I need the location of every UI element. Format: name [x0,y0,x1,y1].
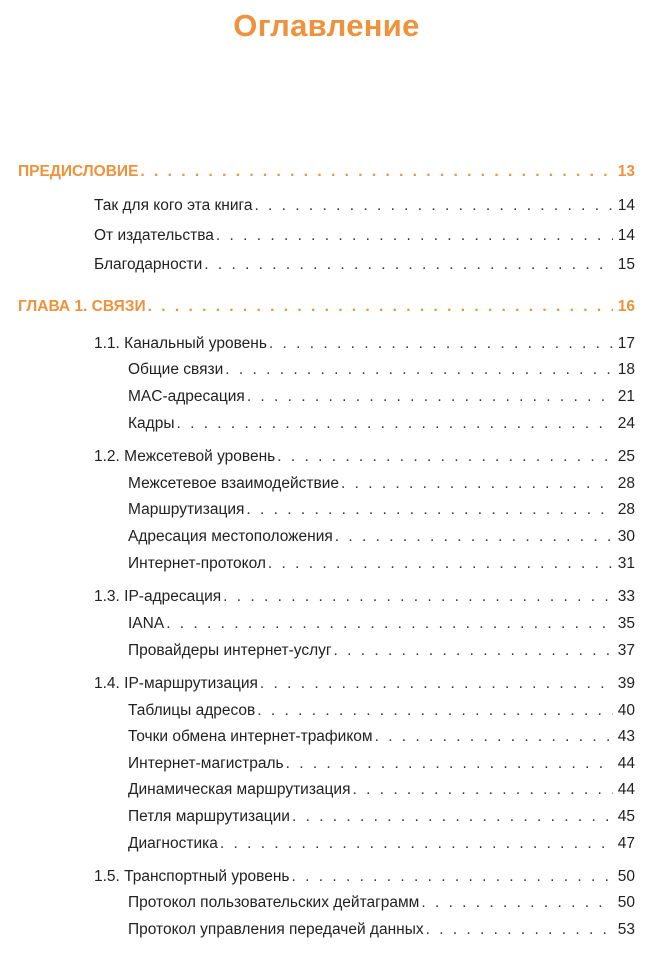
toc-entry-page: 44 [617,781,635,798]
dot-leader [204,255,613,275]
toc-entry-label: Интернет-магистраль [128,755,284,772]
toc-entry-page: 37 [617,642,635,659]
toc-entry-page: 16 [617,298,635,315]
toc-entry-page: 35 [617,615,635,632]
dot-leader [254,196,613,216]
dot-leader [246,500,613,520]
dot-leader [140,162,613,182]
toc-entry-subsection[interactable] [128,893,635,913]
dot-leader [286,754,613,774]
toc-entry-page: 28 [617,501,635,518]
toc-entry-label: Провайдеры интернет-услуг [128,642,332,659]
dot-leader [220,834,613,854]
toc-entry-section[interactable] [94,587,635,607]
toc-entry-label: MAC-адресация [128,388,245,405]
toc-entry[interactable] [94,196,635,216]
dot-leader [223,587,613,607]
toc-entry-label: ГЛАВА 1. СВЯЗИ [18,298,146,315]
dot-leader [335,527,613,547]
toc-entry-label: 1.3. IP-адресация [94,588,222,605]
toc-entry-section[interactable] [94,447,635,467]
toc-entry-page: 14 [617,227,635,244]
toc-entry-page: 18 [617,361,635,378]
toc-entry-subsection[interactable] [128,920,635,940]
toc-entry-label: 1.2. Межсетевой уровень [94,448,276,465]
dot-leader [257,701,613,721]
toc-entry-label: IANA [128,615,165,632]
toc-entry-page: 45 [617,808,635,825]
dot-leader [216,226,613,246]
toc-entry[interactable] [94,255,635,275]
toc-entry-section[interactable] [94,867,635,887]
toc-entry-label: Точки обмена интернет-трафиком [128,728,373,745]
toc-entry-label: Таблицы адресов [128,702,256,719]
toc-entry-subsection[interactable] [128,360,635,380]
toc-entry-page: 40 [617,702,635,719]
dot-leader [277,447,613,467]
toc-entry-label: Благодарности [94,256,203,273]
toc-entry[interactable] [94,226,635,246]
toc-entry-section[interactable] [94,334,635,354]
dot-leader [260,674,613,694]
toc-entry-label: Межсетевое взаимодействие [128,475,339,492]
toc-entry-page: 25 [617,448,635,465]
dot-leader [268,554,613,574]
toc-entry-page: 43 [617,728,635,745]
toc-entry-label: Динамическая маршрутизация [128,781,351,798]
toc-entry-label: Петля маршрутизации [128,808,290,825]
dot-leader [148,297,613,317]
dot-leader [341,474,613,494]
toc-entry-preface[interactable] [18,162,635,182]
dot-leader [375,727,613,747]
toc-entry-subsection[interactable] [128,701,635,721]
dot-leader [225,360,613,380]
dot-leader [292,867,614,887]
dot-leader [269,334,613,354]
toc-entry-subsection[interactable] [128,614,635,634]
dot-leader [421,893,613,913]
toc-entry-label: От издательства [94,227,214,244]
toc-entry-label: Адресация местоположения [128,528,333,545]
toc-entry-label: Маршрутизация [128,501,245,518]
toc-entry-chapter-1[interactable] [18,297,635,317]
toc-entry-label: 1.4. IP-маршрутизация [94,675,258,692]
dot-leader [426,920,613,940]
dot-leader [292,807,613,827]
page-title: Оглавление [233,8,420,43]
toc-entry-page: 15 [617,256,635,273]
toc-entry-page: 53 [617,921,635,938]
dot-leader [247,387,613,407]
toc-entry-label: Общие связи [128,361,224,378]
toc-entry-label: Диагностика [128,835,218,852]
toc-entry-subsection[interactable] [128,414,635,434]
toc-entry-label: Интернет-протокол [128,555,266,572]
toc-entry-subsection[interactable] [128,780,635,800]
toc-entry-label: Протокол управления передачей данных [128,921,424,938]
dot-leader [166,614,613,634]
toc-entry-page: 24 [617,415,635,432]
dot-leader [352,780,613,800]
toc-entry-label: Кадры [128,415,175,432]
toc-entry-subsection[interactable] [128,641,635,661]
toc-entry-page: 28 [617,475,635,492]
toc-entry-subsection[interactable] [128,387,635,407]
toc-entry-subsection[interactable] [128,474,635,494]
toc-entry-page: 50 [617,894,635,911]
toc-entry-subsection[interactable] [128,554,635,574]
toc-entry-label: ПРЕДИСЛОВИЕ [18,163,139,180]
dot-leader [334,641,613,661]
toc-entry-label: Так для кого эта книга [94,197,253,214]
toc-entry-page: 39 [617,675,635,692]
toc-entry-subsection[interactable] [128,727,635,747]
toc-entry-page: 47 [617,835,635,852]
toc-entry-page: 14 [617,197,635,214]
toc-entry-page: 13 [617,163,635,180]
toc-entry-subsection[interactable] [128,807,635,827]
toc-entry-page: 31 [617,555,635,572]
toc-entry-subsection[interactable] [128,500,635,520]
toc-entry-page: 50 [617,868,635,885]
toc-entry-label: Протокол пользовательских дейтаграмм [128,894,420,911]
toc-entry-page: 17 [617,335,635,352]
toc-entry-subsection[interactable] [128,527,635,547]
toc-entry-page: 30 [617,528,635,545]
toc-entry-page: 44 [617,755,635,772]
dot-leader [176,414,613,434]
toc-entry-page: 33 [617,588,635,605]
toc-entry-subsection[interactable] [128,834,635,854]
toc-entry-section[interactable] [94,674,635,694]
toc-entry-page: 21 [617,388,635,405]
toc-entry-subsection[interactable] [128,754,635,774]
toc-entry-label: 1.5. Транспортный уровень [94,868,290,885]
toc-entry-label: 1.1. Канальный уровень [94,335,267,352]
